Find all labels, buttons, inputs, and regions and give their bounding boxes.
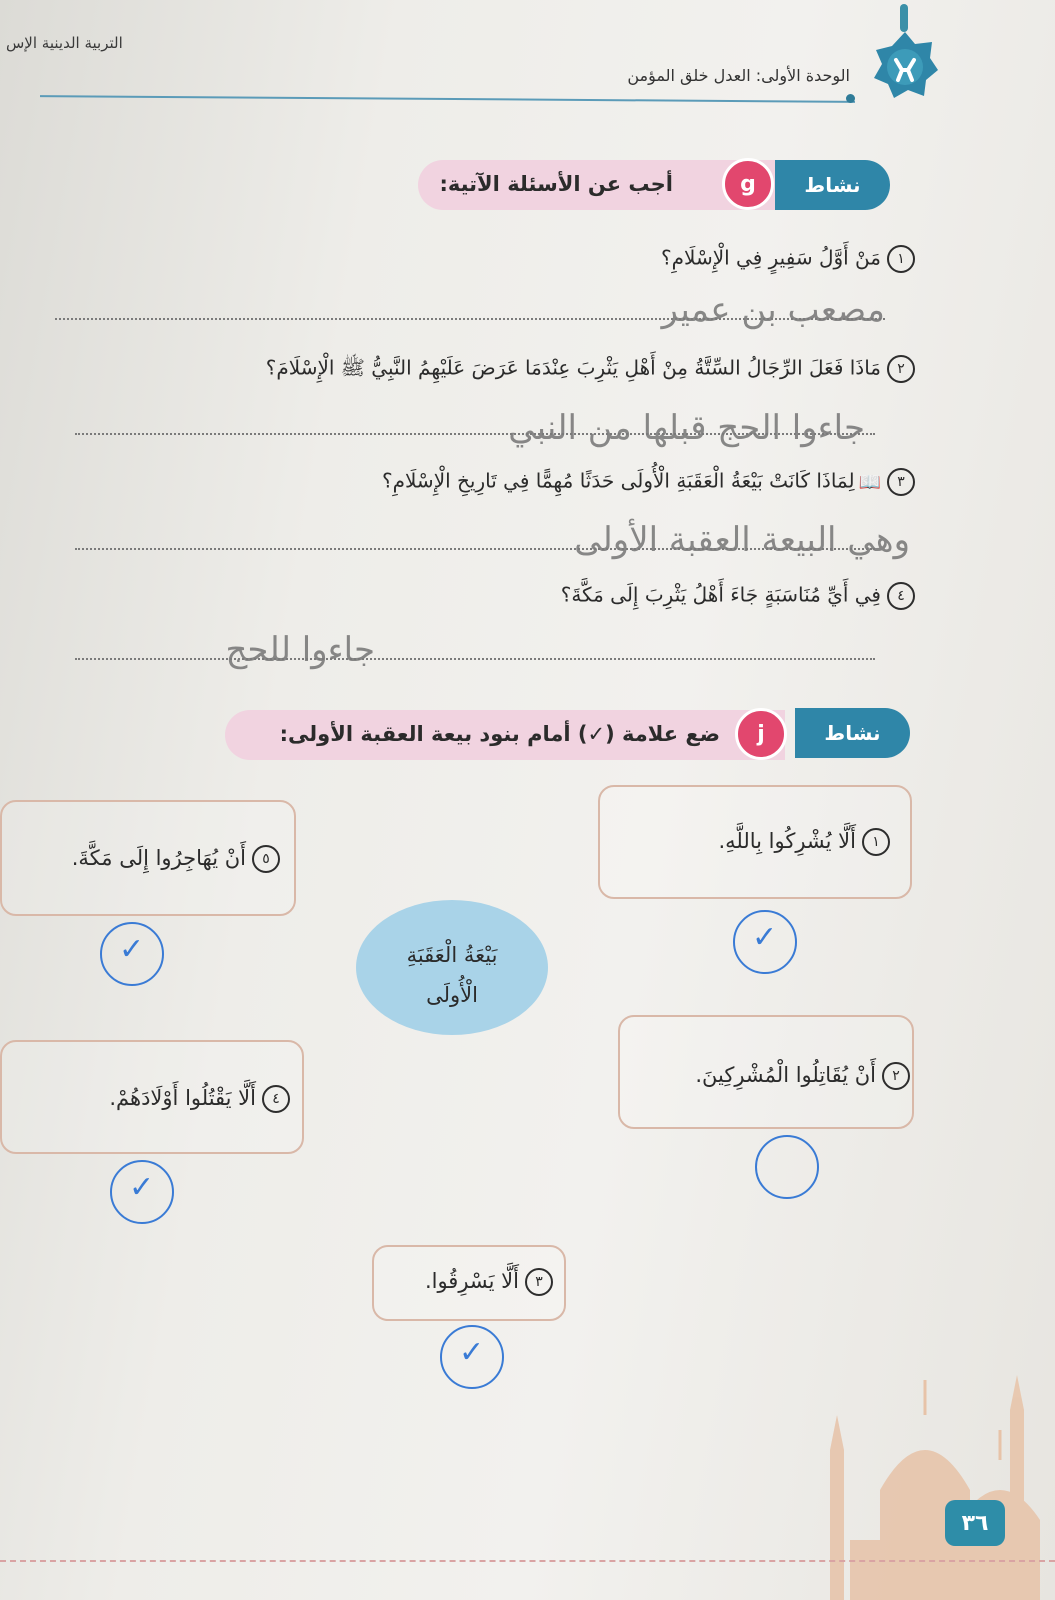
item-3 [425, 1268, 553, 1296]
header-divider-dot [846, 94, 855, 103]
center-label [356, 935, 548, 1015]
handwritten-answer-3: وهي البيعة العقبة الأولى [574, 520, 910, 560]
answer-line-1[interactable] [55, 318, 885, 320]
question-2 [266, 355, 915, 385]
answer-line-3[interactable] [75, 548, 875, 550]
check-mark-4: ✓ [129, 1170, 155, 1205]
question-text: مَاذَا فَعَلَ الرِّجَالُ السِّتَّةُ مِنْ أَهْلِ يَثْرِبَ عِنْدَمَا عَرَضَ عَلَيْهِمُ النَّبِيُّ ﷺ الْإِسْلَامَ؟ [265, 355, 881, 380]
item-number: ٣ [525, 1268, 553, 1296]
question-text: مَنْ أَوَّلُ سَفِيرٍ فِي الْإِسْلَامِ؟ [661, 245, 881, 270]
center-label-line1: بَيْعَةُ الْعَقَبَةِ [406, 943, 498, 967]
bottom-border [0, 1560, 1055, 1562]
book-icon: 📖 [858, 471, 881, 493]
activity-g-title: أجب عن الأسئلة الآتية: [439, 172, 673, 196]
question-number: ٣ [887, 468, 915, 496]
question-number: ٤ [887, 582, 915, 610]
unit-emblem-icon [870, 30, 940, 100]
question-text: فِي أَيِّ مُنَاسَبَةٍ جَاءَ أَهْلُ يَثْرِبَ إِلَى مَكَّةَ؟ [560, 582, 881, 607]
handwritten-answer-1: مصعب بن عمير [661, 290, 885, 330]
item-number: ٥ [252, 845, 280, 873]
check-mark-5: ✓ [119, 932, 145, 967]
handwritten-answer-2: جاءوا الحج قبلها من النبي [508, 408, 865, 448]
item-2 [695, 1062, 910, 1090]
page-number: ٣٦ [945, 1500, 1005, 1546]
answer-line-2[interactable] [75, 433, 875, 435]
item-1 [718, 828, 890, 856]
item-number: ٤ [262, 1085, 290, 1113]
item-5 [72, 845, 280, 873]
item-4 [109, 1085, 290, 1113]
item-text: أَنْ يُقَاتِلُوا الْمُشْرِكِينَ. [695, 1063, 876, 1087]
activity-j-badge: j [735, 708, 787, 760]
activity-j-tag: نشاط [795, 708, 910, 758]
question-3 [382, 468, 915, 496]
emblem-pin [900, 4, 908, 32]
question-number: ٢ [887, 355, 915, 383]
book-title: التربية الدينية الإس [6, 34, 123, 52]
unit-title: الوحدة الأولى: العدل خلق المؤمن [627, 66, 850, 85]
activity-g-tag: نشاط [775, 160, 890, 210]
item-text: أَلَّا يَسْرِقُوا. [424, 1269, 519, 1293]
answer-line-4[interactable] [75, 658, 875, 660]
center-label-line2: الْأُولَى [426, 983, 478, 1007]
question-number: ١ [887, 245, 915, 273]
question-text: لِمَاذَا كَانَتْ بَيْعَةُ الْعَقَبَةِ الْأُولَى حَدَثًا مُهِمًّا فِي تَارِيخِ الْإِسْلَامِ؟ [382, 468, 855, 493]
check-mark-1: ✓ [752, 920, 778, 955]
item-number: ١ [862, 828, 890, 856]
question-4 [561, 582, 915, 610]
item-text: أَلَّا يُشْرِكُوا بِاللَّهِ. [718, 829, 856, 853]
item-text: أَلَّا يَقْتُلُوا أَوْلَادَهُمْ. [109, 1086, 256, 1110]
question-1 [661, 245, 915, 273]
handwritten-answer-4: جاءوا للحج [225, 630, 375, 670]
check-circle-2[interactable] [755, 1135, 819, 1199]
activity-g-badge: g [722, 158, 774, 210]
item-number: ٢ [882, 1062, 910, 1090]
check-mark-3: ✓ [459, 1335, 485, 1370]
mosque-decoration-icon [810, 1320, 1055, 1600]
activity-j-title: ضع علامة (✓) أمام بنود بيعة العقبة الأولى: [279, 722, 720, 746]
header-divider [40, 95, 855, 103]
item-text: أَنْ يُهَاجِرُوا إِلَى مَكَّةَ. [71, 846, 246, 870]
